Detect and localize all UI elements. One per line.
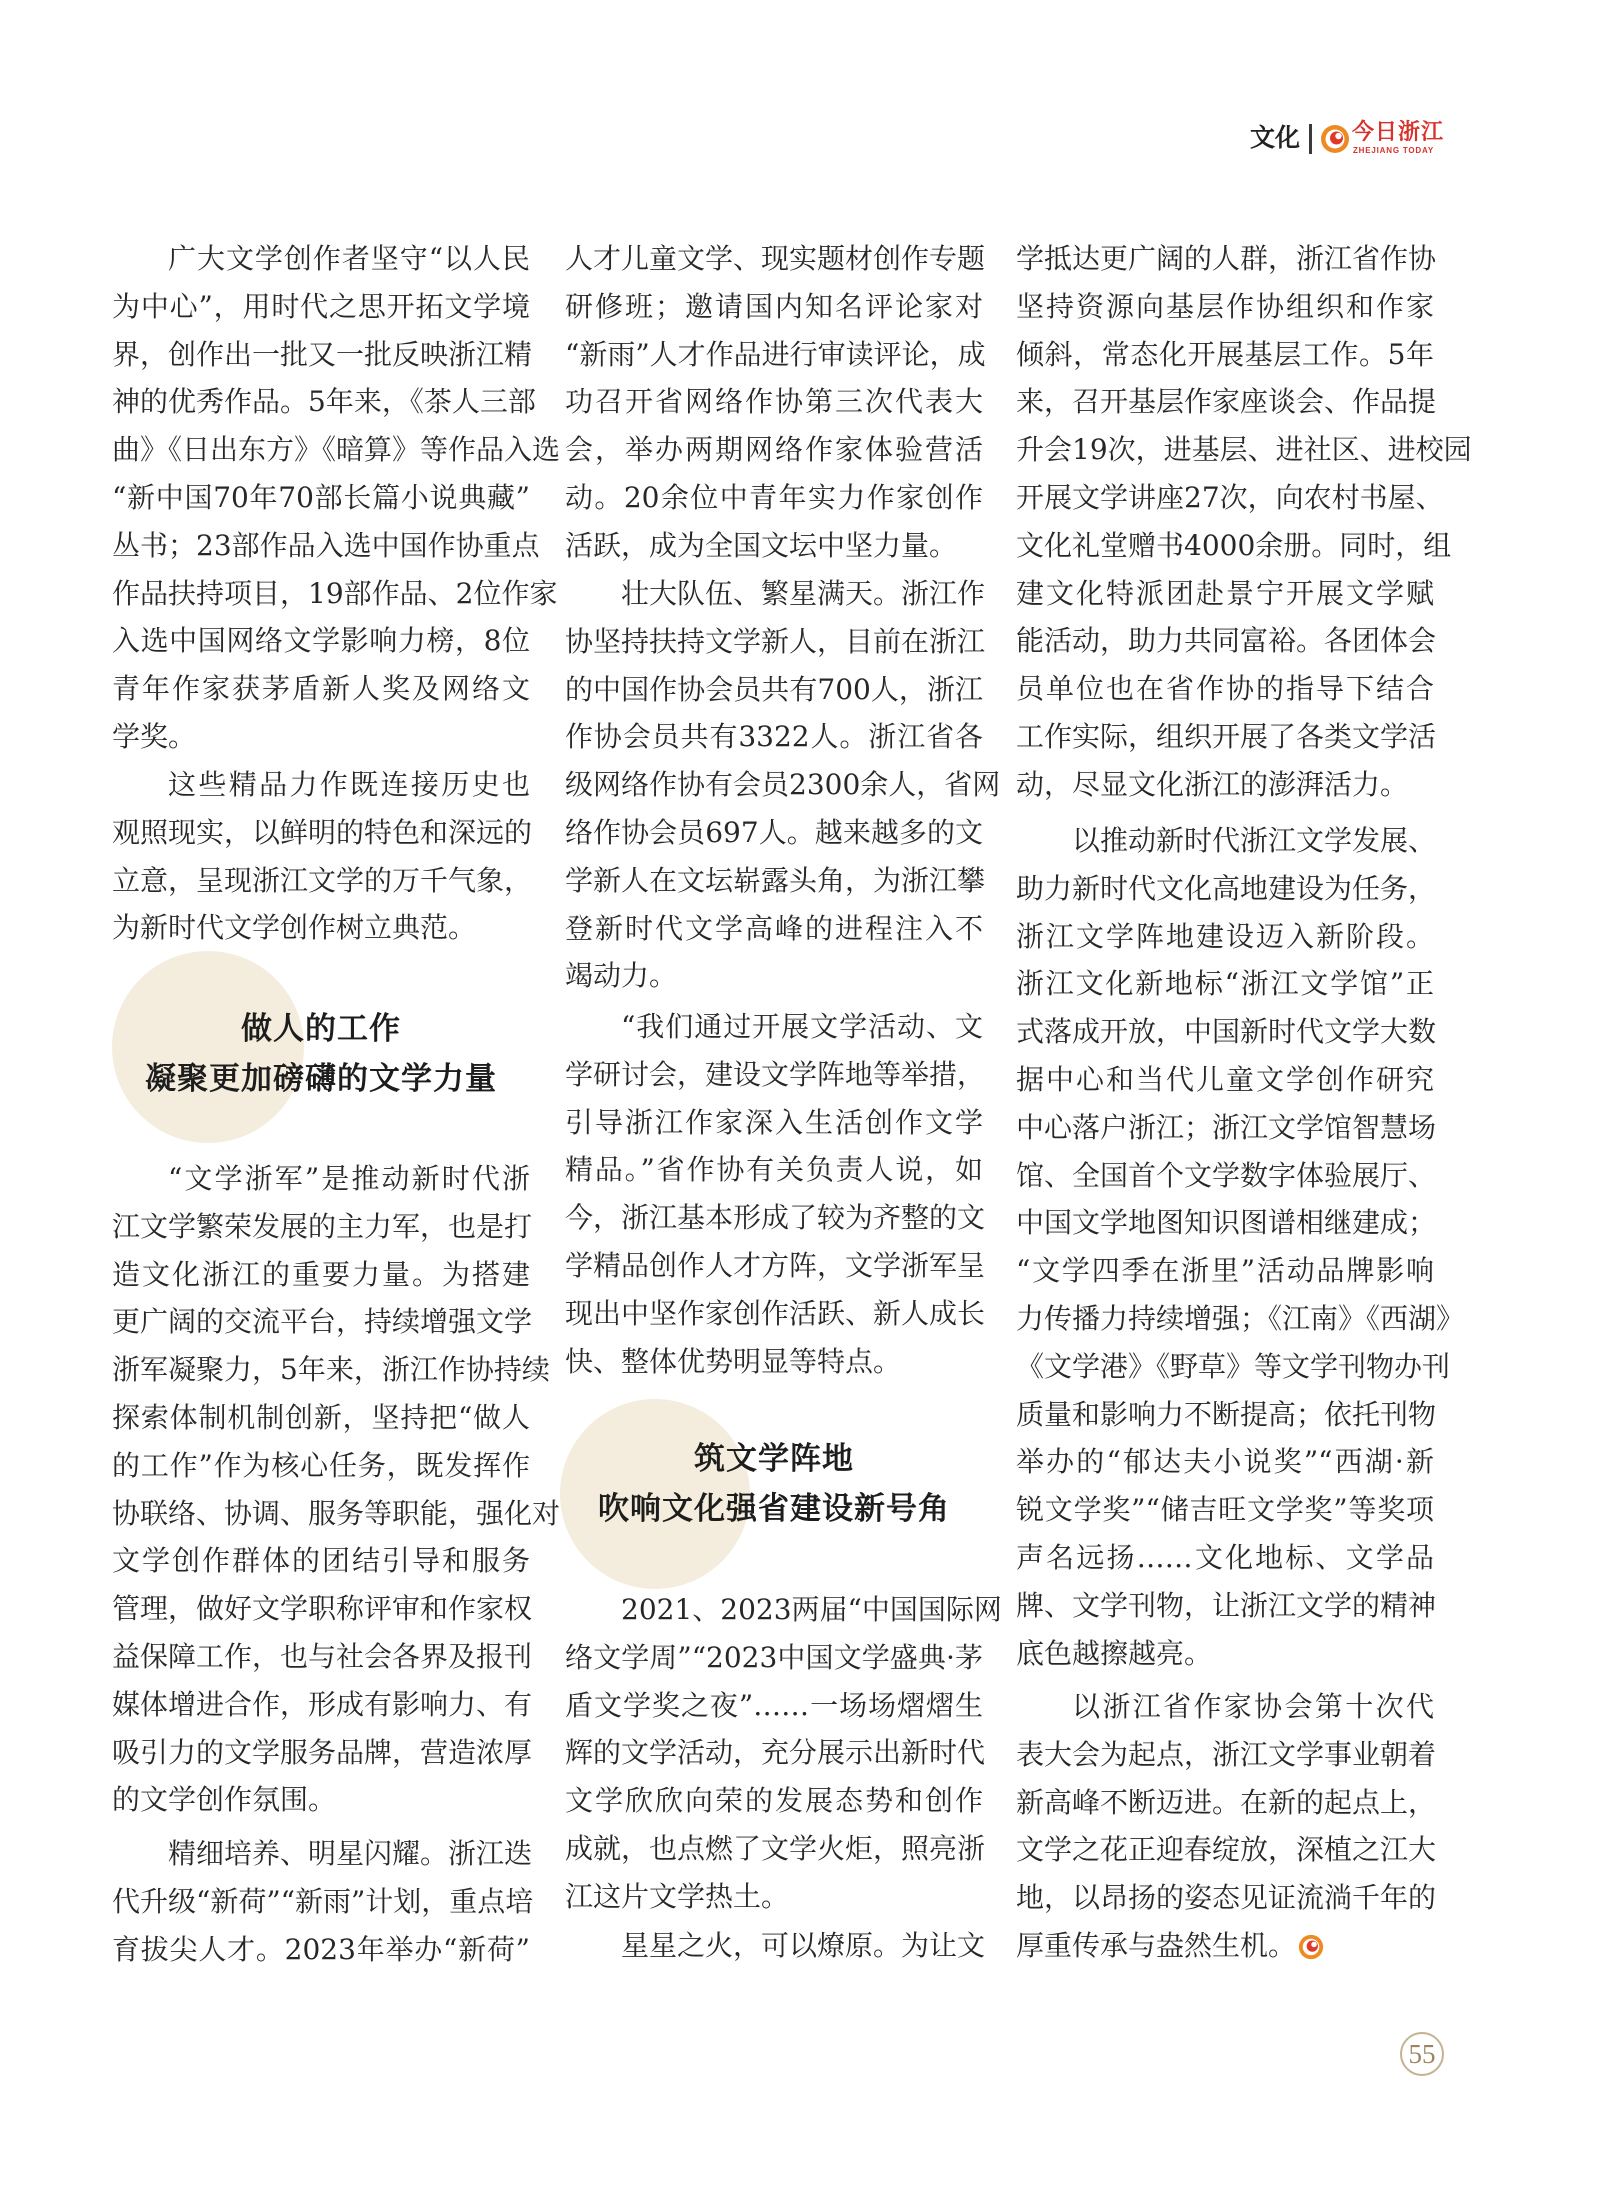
paragraph <box>112 1155 561 1824</box>
text-line: 级网络作协有会员2300余人，省网 <box>565 768 1001 802</box>
text-line: 文化礼堂赠书4000余册。同时，组 <box>1016 528 1452 562</box>
text-line: 的文学创作氛围。 <box>112 1783 337 1817</box>
text-line: 来，召开基层作家座谈会、作品提 <box>1016 385 1437 419</box>
text-line: 浙军凝聚力，5年来，浙江作协持续 <box>112 1353 550 1387</box>
text-line: 为新时代文学创作树立典范。 <box>112 911 477 945</box>
heading-line: 凝聚更加磅礴的文学力量 <box>145 1061 497 1097</box>
paragraph <box>565 1003 986 1385</box>
text-line: 质量和影响力不断提高；依托刊物 <box>1016 1397 1437 1431</box>
text-line: 江文学繁荣发展的主力军，也是打 <box>112 1209 533 1243</box>
text-line: 员单位也在省作协的指导下结合 <box>1016 672 1434 706</box>
text-line: 2021、2023两届“中国国际网 <box>621 1593 1002 1626</box>
text-line: 的工作”作为核心任务，既发挥作 <box>112 1448 530 1482</box>
text-line: 升会19次，进基层、进社区、进校园 <box>1016 433 1472 467</box>
text-line: 坚持资源向基层作协组织和作家 <box>1016 289 1434 323</box>
text-line: 广大文学创作者坚守“以人民 <box>168 242 530 275</box>
text-line: 的中国作协会员共有700人，浙江 <box>565 672 983 706</box>
text-line: 浙江文化新地标“浙江文学馆”正 <box>1016 967 1434 1001</box>
paragraph <box>565 570 1001 1000</box>
text-line: 精细培养、明星闪耀。浙江迭 <box>168 1837 533 1870</box>
text-line: 曲》《日出东方》《暗算》等作品入选 <box>112 433 561 467</box>
text-line: 倾斜，常态化开展基层工作。5年 <box>1016 337 1434 371</box>
text-line: 界，创作出一批又一批反映浙江精 <box>112 337 533 371</box>
magazine-logo-text: 今日浙江 <box>1352 119 1445 145</box>
text-line: 立意，呈现浙江文学的万千气象， <box>112 863 533 897</box>
paragraph <box>1016 235 1472 809</box>
text-line: 浙江文学阵地建设迈入新阶段。 <box>1016 919 1434 953</box>
section-heading <box>112 1004 530 1104</box>
text-line: 神的优秀作品。5年来，《茶人三部 <box>112 385 536 419</box>
paragraph <box>112 235 561 761</box>
text-line: 底色越擦越亮。 <box>1016 1636 1213 1670</box>
paragraph <box>1016 1683 1437 1970</box>
text-line: 今，浙江基本形成了较为齐整的文 <box>565 1201 986 1235</box>
text-line: 壮大队伍、繁星满天。浙江作 <box>621 577 986 610</box>
text-line: 开展文学讲座27次，向农村书屋、 <box>1016 480 1444 514</box>
paragraph <box>565 1586 1002 1921</box>
text-line: 引导浙江作家深入生活创作文学 <box>565 1105 983 1139</box>
text-line: 为中心”，用时代之思开拓文学境 <box>112 289 530 323</box>
text-line <box>1016 1922 1434 1970</box>
text-line: “文学四季在浙里”活动品牌影响 <box>1016 1254 1434 1288</box>
text-line: 地，以昂扬的姿态见证流淌千年的 <box>1016 1881 1437 1915</box>
text-line: 《文学港》《野草》等文学刊物办刊 <box>1016 1349 1451 1383</box>
paragraph <box>1016 817 1465 1677</box>
text-line: 学奖。 <box>112 719 197 753</box>
text-line: 功召开省网络作协第三次代表大 <box>565 385 983 419</box>
text-line: 这些精品力作既连接历史也 <box>168 768 530 801</box>
text-line: 以浙江省作家协会第十次代 <box>1072 1690 1434 1723</box>
text-line: 更广阔的交流平台，持续增强文学 <box>112 1305 533 1339</box>
text-line: 式落成开放，中国新时代文学大数 <box>1016 1015 1437 1049</box>
text-line: 新高峰不断迈进。在新的起点上， <box>1016 1785 1437 1819</box>
text-line: 青年作家获茅盾新人奖及网络文 <box>112 672 530 706</box>
column-2 <box>565 0 1002 2185</box>
text-line: 吸引力的文学服务品牌，营造浓厚 <box>112 1735 533 1769</box>
paragraph <box>565 235 986 570</box>
paragraph <box>112 761 533 952</box>
text-line: 入选中国网络文学影响力榜，8位 <box>112 624 530 658</box>
text-line: 媒体增进合作，形成有影响力、有 <box>112 1687 533 1721</box>
text-line: 举办的“郁达夫小说奖”“西湖·新 <box>1016 1445 1434 1479</box>
text-line: 探索体制机制创新，坚持把“做人 <box>112 1400 530 1434</box>
text-line: 动，尽显文化浙江的澎湃活力。 <box>1016 767 1409 801</box>
section-heading <box>565 1434 983 1534</box>
text-line: 学新人在文坛崭露头角，为浙江攀 <box>565 863 986 897</box>
text-line: 力传播力持续增强；《江南》《西湖》 <box>1016 1301 1465 1335</box>
heading-line: 吹响文化强省建设新号角 <box>598 1491 950 1527</box>
text-line: 造文化浙江的重要力量。为搭建 <box>112 1257 530 1291</box>
text-line: 文学创作群体的团结引导和服务 <box>112 1544 530 1578</box>
text-line: 登新时代文学高峰的进程注入不 <box>565 911 983 945</box>
text-line: 人才儿童文学、现实题材创作专题 <box>565 242 986 275</box>
text-line: 辉的文学活动，充分展示出新时代 <box>565 1736 986 1770</box>
column-3 <box>1016 0 1472 2185</box>
text-line: 作品扶持项目，19部作品、2位作家 <box>112 576 558 610</box>
column-1 <box>112 0 561 2185</box>
text-line: “文学浙军”是推动新时代浙 <box>168 1162 530 1195</box>
text-line: 协坚持扶持文学新人，目前在浙江 <box>565 624 986 658</box>
magazine-logo-subtext: ZHEJIANG TODAY <box>1353 146 1434 155</box>
text-line: 锐文学奖”“储吉旺文学奖”等奖项 <box>1016 1493 1434 1527</box>
text-line: “新中国70年70部长篇小说典藏” <box>112 480 530 514</box>
text-line: 观照现实，以鲜明的特色和深远的 <box>112 815 533 849</box>
text-line: 江这片文学热土。 <box>565 1879 790 1913</box>
text-line-text: 厚重传承与盎然生机。 <box>1016 1928 1297 1962</box>
text-line: 据中心和当代儿童文学创作研究 <box>1016 1062 1434 1096</box>
text-line: 协联络、协调、服务等职能，强化对 <box>112 1496 561 1530</box>
text-line: 盾文学奖之夜”……一场场熠熠生 <box>565 1688 983 1722</box>
text-line: 助力新时代文化高地建设为任务， <box>1016 871 1437 905</box>
text-line: 文学之花正迎春绽放，深植之江大 <box>1016 1833 1437 1867</box>
page-number: 55 <box>1400 2032 1444 2076</box>
text-line: 文学欣欣向荣的发展态势和创作 <box>565 1784 983 1818</box>
text-line: 动。20余位中青年实力作家创作 <box>565 480 983 514</box>
text-line: 中心落户浙江；浙江文学馆智慧场 <box>1016 1110 1437 1144</box>
text-line: 益保障工作，也与社会各界及报刊 <box>112 1639 533 1673</box>
text-line: 表大会为起点，浙江文学事业朝着 <box>1016 1737 1437 1771</box>
text-line: 工作实际，组织开展了各类文学活 <box>1016 719 1437 753</box>
text-line: 丛书；23部作品入选中国作协重点 <box>112 528 540 562</box>
text-line: 学抵达更广阔的人群，浙江省作协 <box>1016 242 1437 275</box>
text-line: 中国文学地图知识图谱相继建成； <box>1016 1206 1437 1240</box>
text-line: 学研讨会，建设文学阵地等举措， <box>565 1057 986 1091</box>
text-line: 研修班；邀请国内知名评论家对 <box>565 289 983 323</box>
text-line: 络作协会员697人。越来越多的文 <box>565 815 983 849</box>
text-line: 快、整体优势明显等特点。 <box>565 1344 902 1378</box>
heading-line: 筑文学阵地 <box>694 1441 854 1477</box>
text-line: 精品。”省作协有关负责人说，如 <box>565 1153 983 1187</box>
paragraph <box>565 1922 986 1970</box>
text-line: 会，举办两期网络作家体验营活 <box>565 433 983 467</box>
heading-line: 做人的工作 <box>241 1011 401 1047</box>
section-label: 文化 <box>1250 123 1301 152</box>
text-line: 竭动力。 <box>565 959 678 993</box>
text-line: 管理，做好文学职称评审和作家权 <box>112 1592 533 1626</box>
text-line: 学精品创作人才方阵，文学浙军呈 <box>565 1248 986 1282</box>
text-line: 育拔尖人才。2023年举办“新荷” <box>112 1932 530 1966</box>
text-line: 馆、全国首个文学数字体验展厅、 <box>1016 1158 1437 1192</box>
text-line: 作协会员共有3322人。浙江省各 <box>565 720 983 754</box>
text-line: 能活动，助力共同富裕。各团体会 <box>1016 624 1437 658</box>
text-line: 声名远扬……文化地标、文学品 <box>1016 1540 1434 1574</box>
text-line: 以推动新时代浙江文学发展、 <box>1072 824 1437 857</box>
text-line: 络文学周”“2023中国文学盛典·茅 <box>565 1640 983 1674</box>
text-line: 代升级“新荷”“新雨”计划，重点培 <box>112 1884 534 1918</box>
text-line: 建文化特派团赴景宁开展文学赋 <box>1016 576 1434 610</box>
text-line: “新雨”人才作品进行审读评论，成 <box>565 337 986 371</box>
text-line: 现出中坚作家创作活跃、新人成长 <box>565 1296 986 1330</box>
text-line: 活跃，成为全国文坛中坚力量。 <box>565 528 958 562</box>
end-mark-swirl-icon <box>1298 1934 1324 1960</box>
text-line: 星星之火，可以燎原。为让文 <box>621 1929 986 1962</box>
text-line: “我们通过开展文学活动、文 <box>621 1010 983 1043</box>
text-line: 牌、文学刊物，让浙江文学的精神 <box>1016 1588 1437 1622</box>
text-line: 成就，也点燃了文学火炬，照亮浙 <box>565 1831 986 1865</box>
paragraph <box>112 1830 534 1973</box>
